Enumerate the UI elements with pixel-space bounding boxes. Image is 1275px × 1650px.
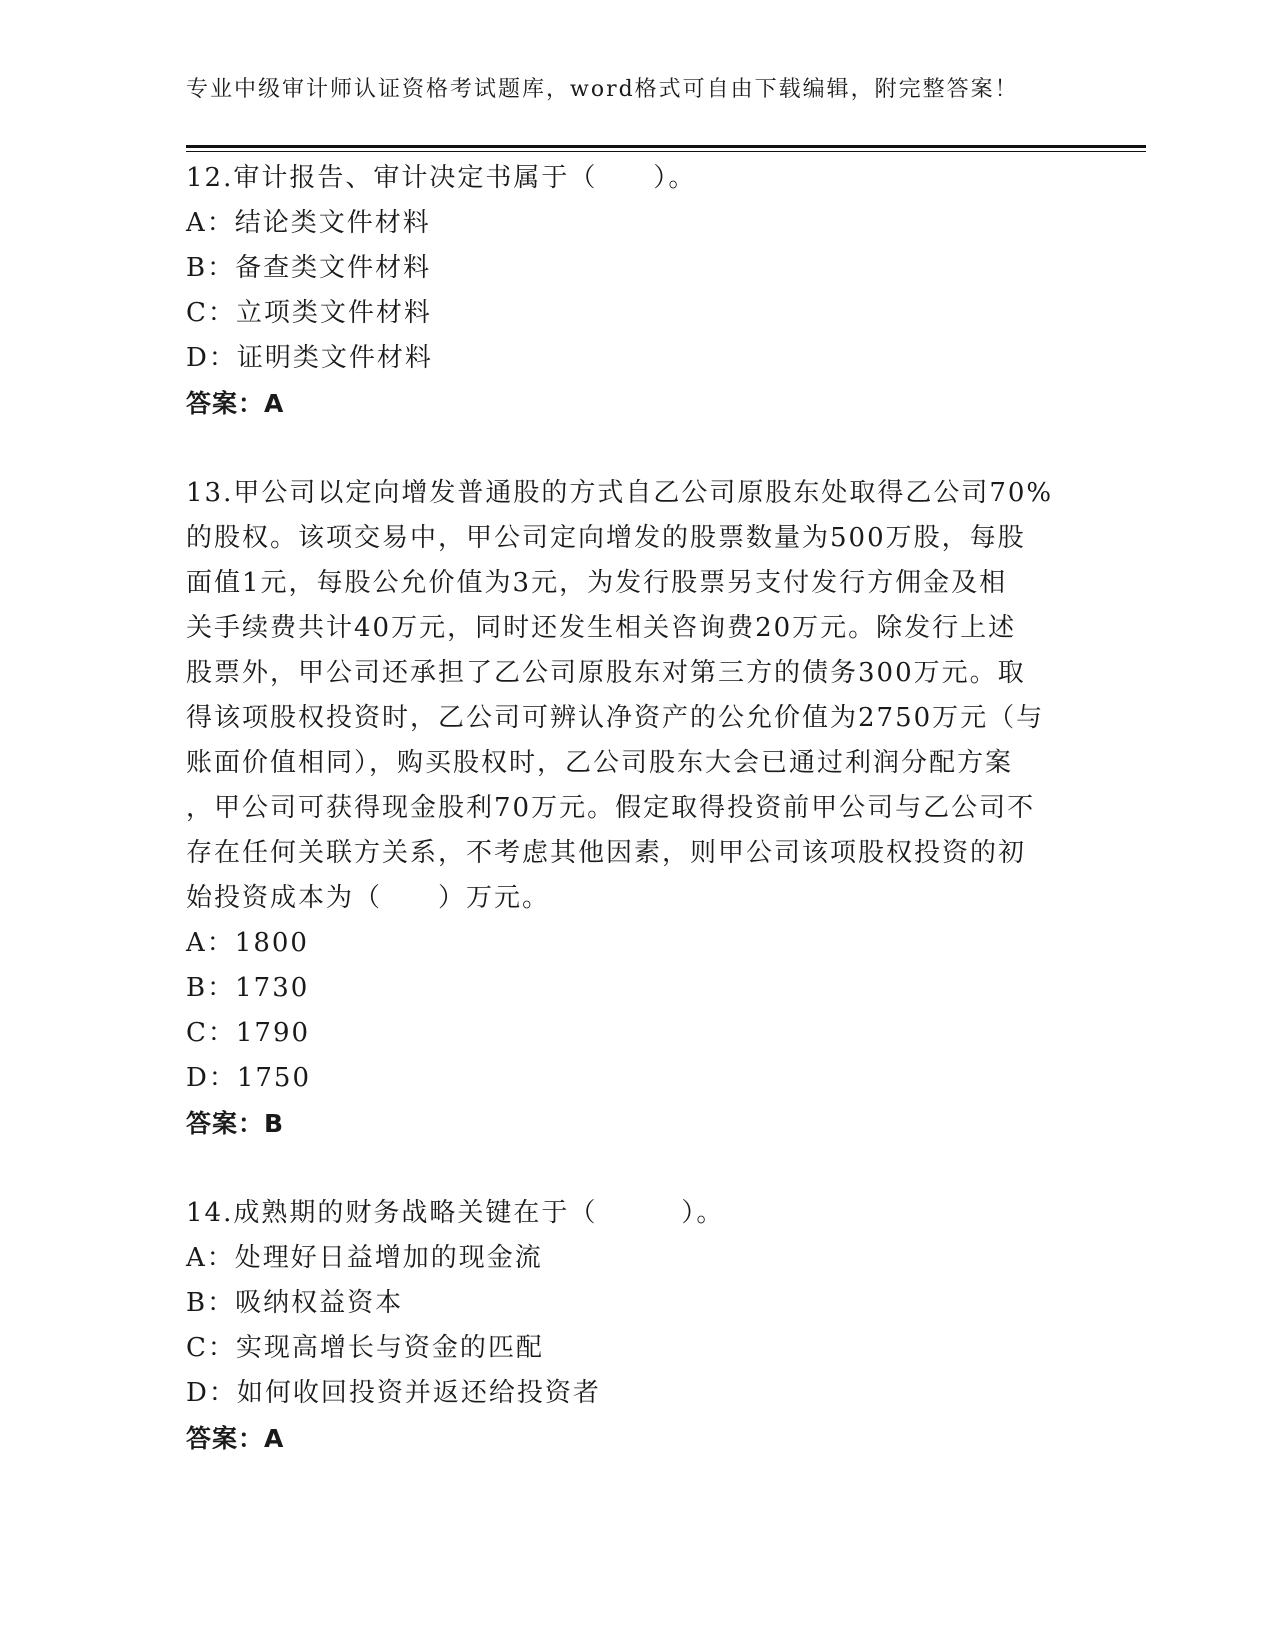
- question-stem-line: 账面价值相同），购买股权时，乙公司股东大会已通过利润分配方案: [186, 748, 1014, 778]
- question-13: [186, 471, 1066, 1146]
- header-divider-thin: [186, 151, 1146, 152]
- option-d: D：证明类文件材料: [186, 343, 433, 373]
- option-a: A：处理好日益增加的现金流: [186, 1243, 543, 1273]
- option-b: B：备查类文件材料: [186, 253, 432, 283]
- option-d: D：1750: [186, 1063, 312, 1093]
- answer: 答案：B: [186, 1109, 285, 1138]
- option-a: A：1800: [186, 928, 309, 958]
- answer: 答案：A: [186, 1424, 285, 1453]
- question-14: [186, 1191, 1066, 1461]
- page-header: 专业中级审计师认证资格考试题库，word格式可自由下载编辑，附完整答案！: [186, 77, 1019, 102]
- question-stem-line: 13.甲公司以定向增发普通股的方式自乙公司原股东处取得乙公司70%: [186, 478, 1054, 508]
- option-b: B：吸纳权益资本: [186, 1288, 404, 1318]
- question-stem-line: ，甲公司可获得现金股利70万元。假定取得投资前甲公司与乙公司不: [186, 793, 1036, 823]
- question-stem: 14.成熟期的财务战略关键在于（ ）。: [186, 1198, 725, 1228]
- question-stem-line: 面值1元，每股公允价值为3元，为发行股票另支付发行方佣金及相: [186, 568, 1008, 598]
- question-stem-line: 的股权。该项交易中，甲公司定向增发的股票数量为500万股，每股: [186, 523, 1026, 553]
- header-divider-thick: [186, 145, 1146, 148]
- question-list: [186, 156, 1066, 1461]
- question-stem-line: 股票外，甲公司还承担了乙公司原股东对第三方的债务300万元。取: [186, 658, 1026, 688]
- question-stem-line: 始投资成本为（ ）万元。: [186, 883, 551, 913]
- answer: 答案：A: [186, 389, 285, 418]
- question-stem-line: 得该项股权投资时，乙公司可辨认净资产的公允价值为2750万元（与: [186, 703, 1045, 733]
- question-stem-line: 存在任何关联方关系，不考虑其他因素，则甲公司该项股权投资的初: [186, 838, 1027, 868]
- question-stem-line: 关手续费共计40万元，同时还发生相关咨询费20万元。除发行上述: [186, 613, 1017, 643]
- option-c: C：1790: [186, 1018, 311, 1048]
- question-stem: 12.审计报告、审计决定书属于（ ）。: [186, 163, 697, 193]
- spacer: [186, 1146, 1066, 1191]
- option-d: D：如何收回投资并返还给投资者: [186, 1378, 601, 1408]
- option-c: C：实现高增长与资金的匹配: [186, 1333, 544, 1363]
- spacer: [186, 426, 1066, 471]
- question-12: [186, 156, 1066, 426]
- option-b: B：1730: [186, 973, 310, 1003]
- option-a: A：结论类文件材料: [186, 208, 431, 238]
- option-c: C：立项类文件材料: [186, 298, 432, 328]
